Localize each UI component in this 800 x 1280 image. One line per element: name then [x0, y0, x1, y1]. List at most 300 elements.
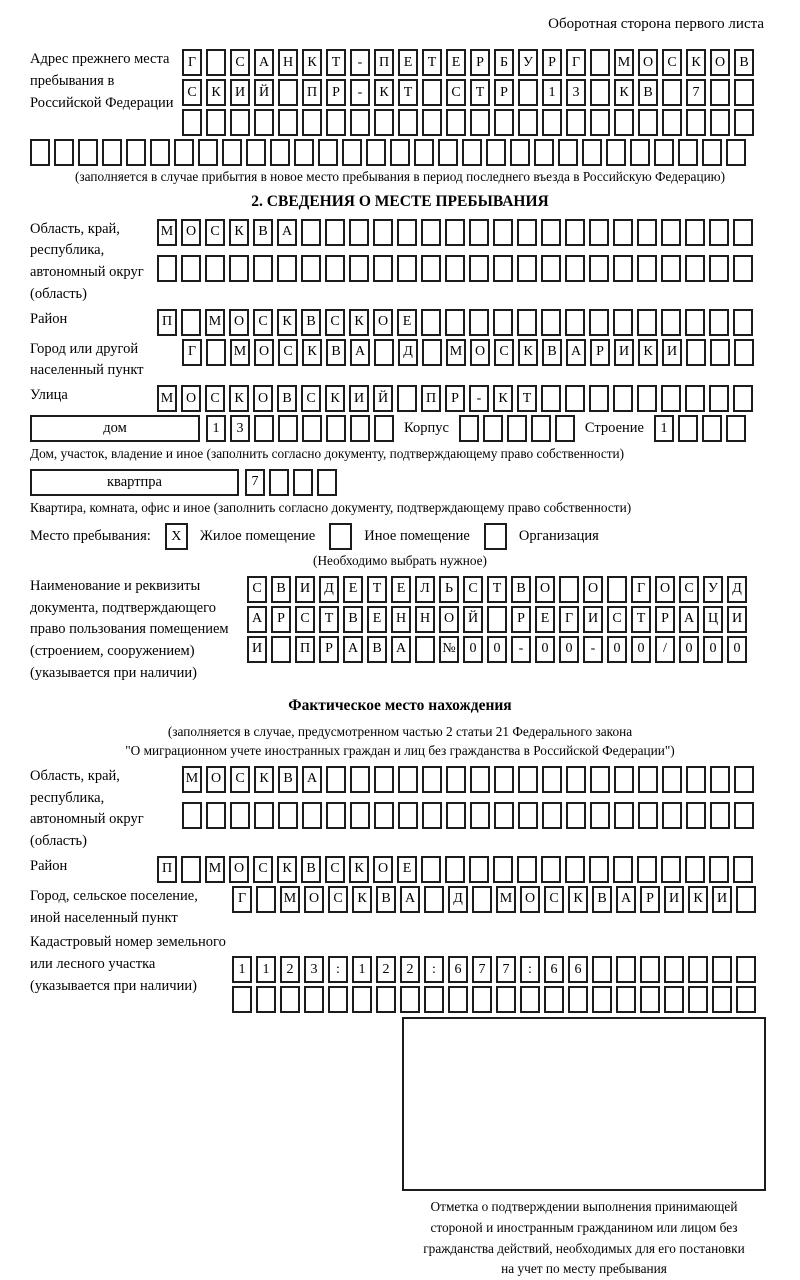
- char-box: /: [655, 636, 675, 663]
- char-box: [534, 139, 554, 166]
- char-box: [254, 802, 274, 829]
- char-box: [174, 139, 194, 166]
- char-box: [422, 766, 442, 793]
- char-box: [350, 802, 370, 829]
- char-box: [589, 385, 609, 412]
- char-box: П: [157, 309, 177, 336]
- char-box: [472, 986, 492, 1013]
- char-box: А: [277, 219, 297, 246]
- char-row: [182, 79, 754, 106]
- stamp-area: [402, 1017, 766, 1279]
- stay-option-zhiloe: [165, 523, 315, 550]
- char-box: [445, 309, 465, 336]
- char-row: [182, 339, 754, 366]
- char-box: [470, 109, 490, 136]
- char-box: Р: [494, 79, 514, 106]
- char-box: К: [638, 339, 658, 366]
- char-box: [664, 986, 684, 1013]
- char-box: :: [424, 956, 444, 983]
- char-box: [685, 385, 705, 412]
- char-box: [446, 802, 466, 829]
- char-box: [542, 802, 562, 829]
- char-box: В: [326, 339, 346, 366]
- char-box: С: [662, 49, 682, 76]
- char-box: О: [181, 385, 201, 412]
- char-box: Т: [470, 79, 490, 106]
- checkbox-zhiloe: X: [165, 523, 188, 550]
- district-label: Район: [30, 310, 68, 327]
- char-row: [232, 886, 756, 913]
- char-box: М: [182, 766, 202, 793]
- char-box: Р: [445, 385, 465, 412]
- char-box: О: [229, 856, 249, 883]
- char-box: В: [638, 79, 658, 106]
- char-box: С: [544, 886, 564, 913]
- char-box: [398, 802, 418, 829]
- document-field: [30, 576, 770, 685]
- char-box: М: [230, 339, 250, 366]
- char-box: [198, 139, 218, 166]
- char-box: [470, 766, 490, 793]
- char-box: 6: [448, 956, 468, 983]
- char-box: [685, 255, 705, 282]
- char-box: [206, 49, 226, 76]
- char-box: [518, 802, 538, 829]
- char-box: О: [710, 49, 730, 76]
- city-label: Город или другой населенный пункт: [30, 340, 144, 379]
- char-box: [325, 255, 345, 282]
- char-box: С: [463, 576, 483, 603]
- char-box: [374, 339, 394, 366]
- char-row: [182, 802, 754, 829]
- char-box: [30, 139, 50, 166]
- char-box: С: [205, 219, 225, 246]
- char-box: [638, 109, 658, 136]
- char-box: [78, 139, 98, 166]
- char-box: [446, 766, 466, 793]
- char-box: М: [614, 49, 634, 76]
- char-box: [278, 802, 298, 829]
- char-box: [565, 856, 585, 883]
- char-row: [232, 956, 756, 983]
- char-box: М: [157, 219, 177, 246]
- char-box: 7: [472, 956, 492, 983]
- char-box: Д: [448, 886, 468, 913]
- char-box: [206, 339, 226, 366]
- char-box: [734, 339, 754, 366]
- char-row: [157, 309, 753, 336]
- char-box: О: [439, 606, 459, 633]
- char-box: В: [277, 385, 297, 412]
- char-box: С: [230, 766, 250, 793]
- char-row: [157, 856, 753, 883]
- stamp-caption-line: стороной и иностранным гражданином или лицом без: [430, 1220, 738, 1236]
- char-box: [710, 109, 730, 136]
- char-box: А: [343, 636, 363, 663]
- actual-location-caption-2: "О миграционном учете иностранных граждан и лиц без гражданства в Российской Федерации"): [125, 743, 675, 759]
- char-box: [542, 109, 562, 136]
- char-box: [301, 255, 321, 282]
- char-box: К: [686, 49, 706, 76]
- char-box: [494, 766, 514, 793]
- char-box: [472, 886, 492, 913]
- char-box: Р: [470, 49, 490, 76]
- char-box: К: [374, 79, 394, 106]
- char-box: М: [446, 339, 466, 366]
- char-box: [374, 766, 394, 793]
- char-box: [494, 802, 514, 829]
- char-box: [398, 766, 418, 793]
- char-box: 2: [280, 956, 300, 983]
- prev-address-label: Адрес прежнего места пребывания в Российской Федерации: [30, 51, 174, 111]
- stamp-caption-line: на учет по месту пребывания: [501, 1261, 667, 1277]
- char-box: [278, 415, 298, 442]
- char-box: П: [295, 636, 315, 663]
- char-box: Е: [367, 606, 387, 633]
- char-box: [616, 986, 636, 1013]
- char-box: [496, 986, 516, 1013]
- char-box: К: [349, 309, 369, 336]
- char-box: 3: [230, 415, 250, 442]
- char-box: И: [664, 886, 684, 913]
- char-box: И: [247, 636, 267, 663]
- char-box: [662, 766, 682, 793]
- char-box: С: [253, 309, 273, 336]
- char-box: [342, 139, 362, 166]
- char-box: [709, 385, 729, 412]
- char-box: К: [688, 886, 708, 913]
- char-box: [518, 109, 538, 136]
- char-box: Р: [655, 606, 675, 633]
- actual-city-label: Город, сельское поселение, иной населенный пункт: [30, 887, 198, 926]
- char-box: [614, 766, 634, 793]
- char-box: [400, 986, 420, 1013]
- char-box: О: [655, 576, 675, 603]
- char-box: [205, 255, 225, 282]
- char-box: И: [727, 606, 747, 633]
- char-box: С: [325, 856, 345, 883]
- char-box: [734, 79, 754, 106]
- char-box: [421, 219, 441, 246]
- stroenie-label: Строение: [584, 420, 644, 437]
- char-box: 1: [206, 415, 226, 442]
- char-box: Р: [326, 79, 346, 106]
- stamp-caption-line: Отметка о подтверждении выполнения принимающей: [430, 1199, 738, 1215]
- document-label: Наименование и реквизиты документа, подтверждающего право пользования помещением (строением, сооружением) (указывается при наличии): [30, 577, 229, 681]
- char-box: [565, 385, 585, 412]
- char-box: [301, 219, 321, 246]
- char-box: Д: [398, 339, 418, 366]
- char-box: [541, 255, 561, 282]
- char-box: [462, 139, 482, 166]
- char-box: О: [304, 886, 324, 913]
- char-box: [271, 636, 291, 663]
- char-box: К: [493, 385, 513, 412]
- char-box: [630, 139, 650, 166]
- char-row: [206, 415, 394, 442]
- char-box: [710, 802, 730, 829]
- char-box: [494, 109, 514, 136]
- char-box: [726, 139, 746, 166]
- char-box: Й: [254, 79, 274, 106]
- char-box: 6: [568, 956, 588, 983]
- char-box: [256, 986, 276, 1013]
- char-box: А: [302, 766, 322, 793]
- char-box: [566, 109, 586, 136]
- char-box: [486, 139, 506, 166]
- actual-region-field: [30, 766, 770, 853]
- char-box: С: [679, 576, 699, 603]
- char-box: [277, 255, 297, 282]
- char-box: [390, 139, 410, 166]
- char-box: С: [295, 606, 315, 633]
- char-box: И: [614, 339, 634, 366]
- char-box: [470, 802, 490, 829]
- char-box: [565, 219, 585, 246]
- char-box: [637, 856, 657, 883]
- char-box: [325, 219, 345, 246]
- char-box: [304, 986, 324, 1013]
- stay-type-row: [30, 523, 770, 550]
- char-box: 0: [631, 636, 651, 663]
- street-field: [30, 385, 770, 412]
- char-box: [54, 139, 74, 166]
- char-box: -: [350, 79, 370, 106]
- char-box: [559, 576, 579, 603]
- char-box: [613, 856, 633, 883]
- char-box: [398, 109, 418, 136]
- char-box: -: [583, 636, 603, 663]
- house-row: [30, 415, 770, 442]
- char-box: [373, 255, 393, 282]
- region-field: [30, 219, 770, 306]
- cadastre-label: Кадастровый номер земельного или лесного участка (указывается при наличии): [30, 934, 226, 994]
- char-box: [517, 219, 537, 246]
- char-box: 0: [559, 636, 579, 663]
- char-box: [350, 109, 370, 136]
- char-box: 2: [376, 956, 396, 983]
- char-row: [247, 606, 747, 633]
- char-box: [414, 139, 434, 166]
- stamp-box: [402, 1017, 766, 1191]
- char-box: В: [376, 886, 396, 913]
- char-box: [686, 802, 706, 829]
- char-box: К: [229, 219, 249, 246]
- char-box: И: [349, 385, 369, 412]
- char-box: [397, 255, 417, 282]
- char-box: С: [253, 856, 273, 883]
- char-box: 7: [496, 956, 516, 983]
- char-box: [445, 219, 465, 246]
- stay-option-label: Иное помещение: [364, 528, 470, 545]
- char-box: Р: [271, 606, 291, 633]
- char-row: [459, 415, 575, 442]
- char-box: 1: [352, 956, 372, 983]
- char-box: [424, 986, 444, 1013]
- char-box: Д: [727, 576, 747, 603]
- char-box: Т: [326, 49, 346, 76]
- char-box: [654, 139, 674, 166]
- char-box: [590, 79, 610, 106]
- char-box: В: [301, 856, 321, 883]
- char-box: [254, 109, 274, 136]
- char-box: [661, 309, 681, 336]
- char-box: В: [301, 309, 321, 336]
- char-box: [520, 986, 540, 1013]
- char-box: [256, 886, 276, 913]
- char-box: В: [278, 766, 298, 793]
- char-box: [517, 255, 537, 282]
- char-box: П: [302, 79, 322, 106]
- char-box: [302, 415, 322, 442]
- char-box: [493, 856, 513, 883]
- char-box: [415, 636, 435, 663]
- char-box: [638, 802, 658, 829]
- char-box: Е: [398, 49, 418, 76]
- char-box: [446, 109, 466, 136]
- char-box: [589, 219, 609, 246]
- char-box: П: [421, 385, 441, 412]
- char-box: К: [277, 309, 297, 336]
- char-box: [541, 856, 561, 883]
- char-box: [157, 255, 177, 282]
- char-box: 0: [487, 636, 507, 663]
- char-box: [661, 255, 681, 282]
- char-box: Г: [182, 49, 202, 76]
- char-box: П: [157, 856, 177, 883]
- char-box: [181, 255, 201, 282]
- char-box: К: [302, 49, 322, 76]
- char-box: [421, 856, 441, 883]
- stay-option-label: Организация: [518, 528, 599, 545]
- char-box: [678, 139, 698, 166]
- char-box: В: [734, 49, 754, 76]
- char-box: -: [469, 385, 489, 412]
- char-box: №: [439, 636, 459, 663]
- char-box: [607, 576, 627, 603]
- actual-district-label: Район: [30, 857, 68, 874]
- char-box: [541, 385, 561, 412]
- cadastre-rows: [232, 956, 756, 1013]
- prev-address-rows: [182, 49, 754, 136]
- stamp-caption-line: гражданства действий, необходимых для его постановки: [423, 1240, 745, 1256]
- char-box: Т: [422, 49, 442, 76]
- char-box: [568, 986, 588, 1013]
- char-box: [517, 309, 537, 336]
- char-box: С: [182, 79, 202, 106]
- char-row: [245, 469, 337, 496]
- char-box: [326, 766, 346, 793]
- char-box: А: [566, 339, 586, 366]
- char-box: Р: [542, 49, 562, 76]
- char-box: И: [230, 79, 250, 106]
- char-box: И: [662, 339, 682, 366]
- char-box: Р: [511, 606, 531, 633]
- char-box: К: [302, 339, 322, 366]
- char-box: [606, 139, 626, 166]
- char-box: [230, 109, 250, 136]
- char-box: [638, 766, 658, 793]
- char-box: [662, 79, 682, 106]
- char-box: Р: [590, 339, 610, 366]
- char-box: А: [391, 636, 411, 663]
- char-box: [640, 986, 660, 1013]
- char-box: [302, 802, 322, 829]
- char-box: [712, 986, 732, 1013]
- char-box: 7: [245, 469, 265, 496]
- char-box: А: [247, 606, 267, 633]
- char-box: В: [343, 606, 363, 633]
- char-box: [373, 219, 393, 246]
- char-box: Т: [487, 576, 507, 603]
- char-box: А: [254, 49, 274, 76]
- char-box: Е: [446, 49, 466, 76]
- char-row: [30, 139, 770, 166]
- char-box: [664, 956, 684, 983]
- char-box: [352, 986, 372, 1013]
- char-box: Е: [391, 576, 411, 603]
- prev-address-field: [30, 49, 770, 136]
- char-box: М: [205, 856, 225, 883]
- district-field: [30, 309, 770, 336]
- char-box: [733, 309, 753, 336]
- char-box: 2: [400, 956, 420, 983]
- char-box: Г: [559, 606, 579, 633]
- char-box: С: [325, 309, 345, 336]
- char-box: [726, 415, 746, 442]
- char-box: Н: [391, 606, 411, 633]
- char-box: [688, 956, 708, 983]
- char-box: 0: [463, 636, 483, 663]
- char-box: [637, 255, 657, 282]
- region-label: Область, край, республика, автономный округ (область): [30, 220, 144, 302]
- char-box: Т: [517, 385, 537, 412]
- char-box: О: [206, 766, 226, 793]
- char-box: [541, 219, 561, 246]
- char-box: Й: [373, 385, 393, 412]
- char-box: [613, 309, 633, 336]
- char-box: Н: [415, 606, 435, 633]
- char-box: [421, 309, 441, 336]
- char-box: [182, 109, 202, 136]
- char-box: [710, 79, 730, 106]
- char-box: К: [325, 385, 345, 412]
- char-box: [206, 802, 226, 829]
- char-box: [270, 139, 290, 166]
- char-box: [736, 886, 756, 913]
- char-box: [734, 766, 754, 793]
- char-box: [544, 986, 564, 1013]
- char-box: [661, 856, 681, 883]
- char-box: [733, 385, 753, 412]
- char-box: [685, 856, 705, 883]
- char-box: [366, 139, 386, 166]
- char-box: [150, 139, 170, 166]
- char-box: В: [511, 576, 531, 603]
- char-box: [181, 309, 201, 336]
- char-box: С: [607, 606, 627, 633]
- char-box: [293, 469, 313, 496]
- char-box: С: [494, 339, 514, 366]
- char-box: [518, 79, 538, 106]
- stay-type-label: Место пребывания:: [30, 528, 151, 545]
- char-box: Р: [640, 886, 660, 913]
- char-box: [685, 309, 705, 336]
- char-box: [709, 255, 729, 282]
- char-box: Е: [535, 606, 555, 633]
- char-box: Е: [343, 576, 363, 603]
- char-box: [493, 255, 513, 282]
